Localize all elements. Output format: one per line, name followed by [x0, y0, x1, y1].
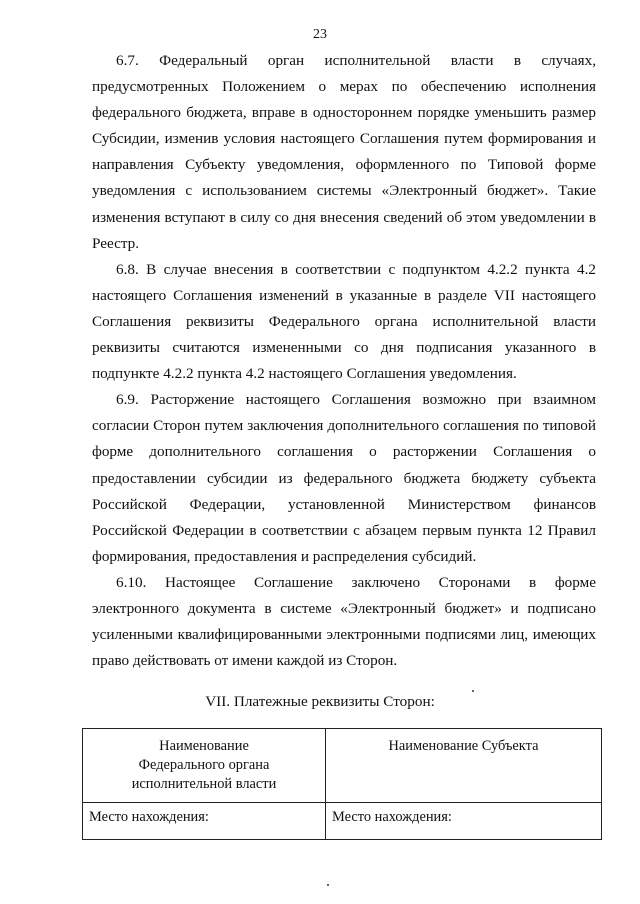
agreement-body	[92, 48, 596, 674]
location-federal-body-label: Место нахождения:	[89, 809, 209, 825]
paragraph-6-10: 6.10. Настоящее Соглашение заключено Сторонами в форме электронного документа в системе «Электронный бюджет» и подписано усиленными квалифицированными электронными подписями лиц, имеющих право действовать от имени каждой из Сторон.	[92, 573, 596, 670]
paragraph-6-9: 6.9. Расторжение настоящего Соглашения возможно при взаимном согласии Сторон путем заключения дополнительного соглашения по типовой форме дополнительного соглашения о расторжении Соглашения о предоставлении субсидии из федерального бюджета бюджету субъекта Российской Федерации, установленной Министерством финансов Российской Федерации в соответствии с абзацем первым пункта 12 Правил формирования, предоставления и распределения субсидий.	[92, 391, 596, 565]
page-number: 23	[313, 27, 327, 42]
table-row	[83, 803, 602, 840]
header-subject-label: Наименование Субъекта	[388, 738, 539, 754]
section-title: VII. Платежные реквизиты Сторон:	[205, 693, 435, 710]
paragraph-6-8: 6.8. В случае внесения в соответствии с подпунктом 4.2.2 пункта 4.2 настоящего Соглашения изменений в указанные в разделе VII настоящего Соглашения реквизиты Федерального органа исполнительной власти реквизиты считаются измененными со дня подписания указанного в подпункте 4.2.2 пункта 4.2 настоящего Соглашения уведомления.	[92, 260, 596, 383]
table-header-row	[83, 729, 602, 803]
scan-speck	[472, 690, 474, 692]
scan-speck	[327, 884, 329, 886]
location-subject	[326, 803, 602, 840]
header-subject	[326, 729, 602, 803]
payment-details-table	[82, 728, 602, 840]
paragraph-6-7: 6.7. Федеральный орган исполнительной власти в случаях, предусмотренных Положением о мерах по обеспечению исполнения федерального бюджета, вправе в одностороннем порядке уменьшить размер Субсидии, изменив условия настоящего Соглашения путем формирования и направления Субъекту уведомления, оформленного по Типовой форме уведомления с использованием системы «Электронный бюджет». Такие изменения вступают в силу со дня внесения сведений об этом уведомлении в Реестр.	[92, 52, 596, 252]
header-federal-body-label: Наименование Федерального органа исполнительной власти	[131, 738, 277, 792]
location-subject-label: Место нахождения:	[332, 809, 452, 825]
location-federal-body	[83, 803, 326, 840]
header-federal-body	[83, 729, 326, 803]
